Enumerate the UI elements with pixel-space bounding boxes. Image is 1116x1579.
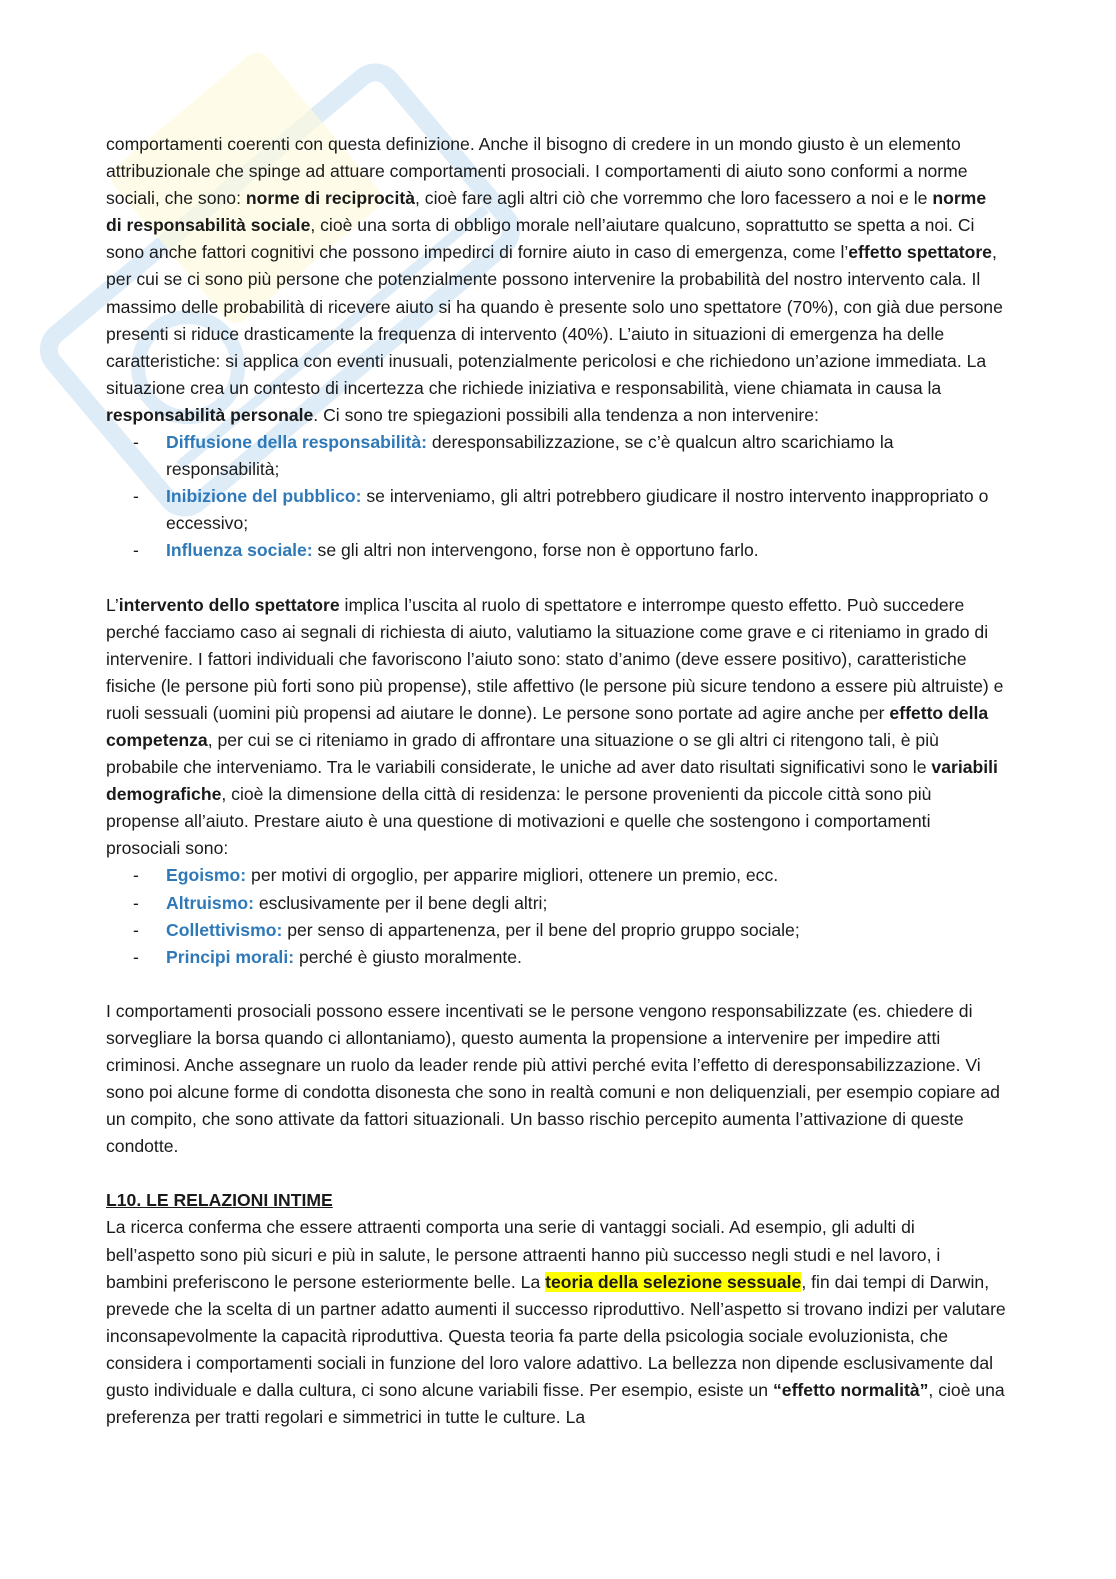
paragraph-bystander-intervention: L’intervento dello spettatore implica l’uscita al ruolo di spettatore e interrompe questo effetto. Può succedere perché facciamo caso ai segnali di richiesta di aiuto, valutiamo la situazione come grave e ci riteniamo in grado di intervenire. I fattori individuali che favoriscono l’aiuto sono: stato d’animo (deve essere positivo), caratteristiche fisiche (le persone più forti sono più propense), stile affettivo (le persone più sicure tendono a essere più altruiste) e ruoli sessuali (uomini più propensi ad aiutare le donne). Le persone sono portate ad agire anche per effetto della competenza, per cui se ci riteniamo in grado di affrontare una situazione o se gli altri ci ritengono tali, è più probabile che interveniamo. Tra le variabili considerate, le uniche ad aver dato risultati significativi sono le variabili demografiche, cioè la dimensione della città di residenza: le persone provenienti da piccole città sono più propense all’aiuto. Prestare aiuto è una questione di motivazioni e quelle che sostengono i comportamenti prosociali sono: (106, 594, 1004, 859)
list-item: - Influenza sociale: se gli altri non intervengono, forse non è opportuno farlo. (106, 537, 1006, 564)
section-heading: L10. LE RELAZIONI INTIME (106, 1190, 333, 1211)
bold-term: norme di responsabilità sociale (106, 188, 987, 236)
bold-term: effetto della competenza (106, 702, 989, 750)
document-page (106, 131, 1006, 1431)
highlighted-term: teoria della selezione sessuale (545, 1271, 802, 1292)
list-item: - Inibizione del pubblico: se interveniamo, gli altri potrebbero giudicare il nostro intervento inappropriato o eccessivo; (106, 483, 1006, 537)
list-item: - Altruismo: esclusivamente per il bene degli altri; (106, 890, 1006, 917)
list-item: - Collettivismo: per senso di appartenenza, per il bene del proprio gruppo sociale; (106, 917, 1006, 944)
bold-term: “effetto normalità” (772, 1380, 929, 1401)
bold-term: intervento dello spettatore (118, 594, 340, 615)
list-item: - Diffusione della responsabilità: deresponsabilizzazione, se c’è qualcun altro scarichiamo la responsabilità; (106, 429, 1006, 483)
bold-term: effetto spettatore (848, 242, 992, 263)
bold-term: variabili demografiche (106, 757, 998, 805)
bold-term: norme di reciprocità (245, 188, 416, 209)
paragraph-incentives: I comportamenti prosociali possono essere incentivati se le persone vengono responsabilizzate (es. chiedere di sorvegliare la borsa quando ci allontaniamo), questo aumenta la propensione a intervenire per impedire atti criminosi. Anche assegnare un ruolo da leader rende più attivi perché evita l’effetto di deresponsabilizzazione. Vi sono poi alcune forme di condotta disonesta che sono in realtà comuni e non deliquenziali, per esempio copiare ad un compito, che sono attivate da fattori situazionali. Un basso rischio percepito aumenta l’attivazione di queste condotte. (106, 1000, 1000, 1157)
bold-term: responsabilità personale (106, 404, 314, 425)
list-item: - Egoismo: per motivi di orgoglio, per apparire migliori, ottenere un premio, ecc. (106, 862, 1006, 889)
list-motivations (106, 862, 1006, 970)
list-non-intervention-reasons (106, 429, 1006, 564)
paragraph-intimate-relations: La ricerca conferma che essere attraenti comporta una serie di vantaggi sociali. Ad esempio, gli adulti di bell’aspetto sono più sicuri e più in salute, le persone attraenti hanno più successo negli studi e nel lavoro, i bambini preferiscono le persone esteriormente belle. La teoria della selezione sessuale, fin dai tempi di Darwin, prevede che la scelta di un partner adatto aumenti il successo riproduttivo. Nell’aspetto si trovano indizi per valutare inconsapevolmente la capacità riproduttiva. Questa teoria fa parte della psicologia sociale evoluzionista, che considera i comportamenti sociali in funzione del loro valore adattivo. La bellezza non dipende esclusivamente dal gusto individuale e dalla cultura, ci sono alcune variabili fisse. Per esempio, esiste un “effetto normalità”, cioè una preferenza per tratti regolari e simmetrici in tutte le culture. La (106, 1217, 1006, 1428)
list-item: - Principi morali: perché è giusto moralmente. (106, 944, 1006, 971)
paragraph-prosocial-norms: comportamenti coerenti con questa definizione. Anche il bisogno di credere in un mondo giusto è un elemento attribuzionale che spinge ad attuare comportamenti prosociali. I comportamenti di aiuto sono conformi a norme sociali, che sono: norme di reciprocità, cioè fare agli altri ciò che vorremmo che loro facessero a noi e le norme di responsabilità sociale, cioè una sorta di obbligo morale nell’aiutare qualcuno, soprattutto se spetta a noi. Ci sono anche fattori cognitivi che possono impedirci di fornire aiuto in caso di emergenza, come l’effetto spettatore, per cui se ci sono più persone che potenzialmente possono intervenire la probabilità del nostro intervento cala. Il massimo delle probabilità di ricevere aiuto si ha quando è presente solo uno spettatore (70%), con già due persone presenti si riduce drasticamente la frequenza di intervento (40%). L’aiuto in situazioni di emergenza ha delle caratteristiche: si applica con eventi inusuali, potenzialmente pericolosi e che richiedono un’azione immediata. La situazione crea un contesto di incertezza che richiede iniziativa e responsabilità, viene chiamata in causa la responsabilità personale. Ci sono tre spiegazioni possibili alla tendenza a non intervenire: (106, 134, 1003, 425)
